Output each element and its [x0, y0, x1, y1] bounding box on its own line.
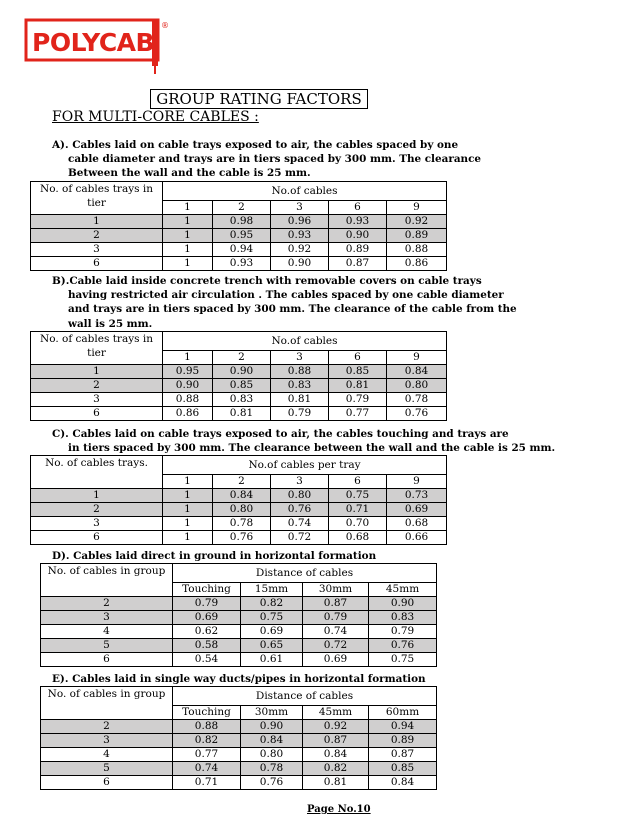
table-cell: 2 [31, 503, 163, 517]
table-cell: 0.81 [271, 393, 329, 407]
table-d-col: 45mm [369, 583, 437, 597]
table-e-col: 45mm [303, 706, 369, 720]
table-cell: 1 [31, 365, 163, 379]
section-text-line: and trays are in tiers spaced by 300 mm. The clearance of the cable from the [68, 303, 517, 316]
table-e-row-header: No. of cables in group [41, 687, 173, 720]
table-a [30, 181, 447, 271]
table-cell: 0.89 [369, 734, 437, 748]
table-cell: 1 [163, 489, 213, 503]
table-cell: 0.93 [329, 215, 387, 229]
table-e-col: 30mm [241, 706, 303, 720]
table-cell: 5 [41, 762, 173, 776]
table-cell: 1 [31, 215, 163, 229]
table-cell: 0.83 [213, 393, 271, 407]
table-cell: 0.86 [163, 407, 213, 421]
table-cell: 3 [31, 243, 163, 257]
table-cell: 0.80 [241, 748, 303, 762]
table-cell: 2 [41, 720, 173, 734]
table-cell: 0.95 [163, 365, 213, 379]
table-cell: 1 [163, 243, 213, 257]
section-text-line: D). Cables laid direct in ground in horizontal formation [52, 550, 377, 562]
table-cell: 0.54 [173, 653, 241, 667]
page-number: Page No.10 [307, 804, 371, 815]
table-cell: 2 [41, 597, 173, 611]
table-b-col: 3 [271, 351, 329, 365]
section-text-line: cable diameter and trays are in tiers spaced by 300 mm. The clearance [68, 153, 482, 166]
table-cell: 0.87 [369, 748, 437, 762]
table-cell: 0.77 [173, 748, 241, 762]
table-cell: 0.88 [271, 365, 329, 379]
table-cell: 0.58 [173, 639, 241, 653]
table-cell: 0.79 [271, 407, 329, 421]
table-cell: 3 [31, 393, 163, 407]
table-row [31, 257, 447, 271]
table-cell: 0.71 [173, 776, 241, 790]
table-row [31, 393, 447, 407]
polycab-logo [22, 14, 170, 76]
page-subtitle: FOR MULTI-CORE CABLES : [52, 109, 259, 125]
table-row [41, 720, 437, 734]
table-cell: 0.90 [369, 597, 437, 611]
section-text-line: C). Cables laid on cable trays exposed to air, the cables touching and trays are [52, 428, 509, 440]
table-e [40, 686, 437, 790]
table-cell: 0.92 [387, 215, 447, 229]
table-cell: 5 [41, 639, 173, 653]
table-cell: 0.83 [369, 611, 437, 625]
table-row [31, 379, 447, 393]
section-text-line: B).Cable laid inside concrete trench with removable covers on cable trays [52, 275, 482, 287]
table-cell: 0.87 [329, 257, 387, 271]
table-cell: 0.92 [303, 720, 369, 734]
table-cell: 0.80 [271, 489, 329, 503]
table-cell: 6 [31, 407, 163, 421]
table-cell: 3 [31, 517, 163, 531]
table-a-col: 2 [213, 201, 271, 215]
table-cell: 0.86 [387, 257, 447, 271]
table-c-col: 2 [213, 475, 271, 489]
table-a-col: 6 [329, 201, 387, 215]
table-c-col: 3 [271, 475, 329, 489]
table-b-col: 1 [163, 351, 213, 365]
table-row [31, 365, 447, 379]
section-text-line: having restricted air circulation . The cables spaced by one cable diameter [68, 289, 504, 302]
table-cell: 0.82 [173, 734, 241, 748]
table-cell: 0.76 [213, 531, 271, 545]
table-cell: 0.85 [213, 379, 271, 393]
table-cell: 1 [163, 257, 213, 271]
table-row [31, 243, 447, 257]
table-cell: 0.73 [387, 489, 447, 503]
table-cell: 0.79 [329, 393, 387, 407]
table-row [31, 229, 447, 243]
table-row [41, 653, 437, 667]
table-cell: 0.80 [213, 503, 271, 517]
table-c-row-header: No. of cables trays. [31, 456, 163, 489]
table-cell: 0.90 [241, 720, 303, 734]
table-cell: 0.93 [213, 257, 271, 271]
table-e-col-header: Distance of cables [173, 687, 437, 706]
table-b-col: 9 [387, 351, 447, 365]
section-c-text [52, 427, 555, 455]
table-c-col: 1 [163, 475, 213, 489]
logo-text: POLYCAB [32, 28, 155, 57]
table-cell: 0.92 [271, 243, 329, 257]
table-cell: 0.88 [163, 393, 213, 407]
table-cell: 0.74 [173, 762, 241, 776]
section-e-text [52, 672, 426, 686]
table-c-col: 9 [387, 475, 447, 489]
table-cell: 0.77 [329, 407, 387, 421]
table-row [41, 748, 437, 762]
table-cell: 0.90 [271, 257, 329, 271]
section-text-line: E). Cables laid in single way ducts/pipes in horizontal formation [52, 673, 426, 685]
table-c-col: 6 [329, 475, 387, 489]
table-cell: 0.79 [369, 625, 437, 639]
table-row [41, 625, 437, 639]
table-cell: 0.65 [241, 639, 303, 653]
table-cell: 0.87 [303, 597, 369, 611]
table-cell: 0.94 [213, 243, 271, 257]
table-cell: 0.74 [271, 517, 329, 531]
table-row [31, 215, 447, 229]
table-cell: 0.78 [213, 517, 271, 531]
table-cell: 0.71 [329, 503, 387, 517]
table-cell: 3 [41, 734, 173, 748]
table-cell: 0.69 [241, 625, 303, 639]
table-row [31, 407, 447, 421]
table-cell: 1 [163, 517, 213, 531]
table-cell: 0.76 [387, 407, 447, 421]
table-cell: 0.84 [241, 734, 303, 748]
section-text-line: Between the wall and the cable is 25 mm. [68, 167, 311, 180]
table-cell: 0.68 [329, 531, 387, 545]
table-cell: 0.84 [387, 365, 447, 379]
table-cell: 1 [163, 229, 213, 243]
table-cell: 2 [31, 229, 163, 243]
table-cell: 0.84 [213, 489, 271, 503]
table-cell: 0.78 [241, 762, 303, 776]
table-cell: 0.75 [241, 611, 303, 625]
table-cell: 0.79 [303, 611, 369, 625]
table-cell: 0.76 [271, 503, 329, 517]
table-b-col: 6 [329, 351, 387, 365]
table-cell: 0.79 [173, 597, 241, 611]
table-cell: 3 [41, 611, 173, 625]
table-cell: 0.83 [271, 379, 329, 393]
table-row [41, 734, 437, 748]
table-a-col: 9 [387, 201, 447, 215]
table-cell: 0.87 [303, 734, 369, 748]
table-cell: 0.94 [369, 720, 437, 734]
table-d-col: 30mm [303, 583, 369, 597]
table-cell: 0.81 [329, 379, 387, 393]
table-cell: 0.76 [241, 776, 303, 790]
table-cell: 1 [31, 489, 163, 503]
table-cell: 0.90 [213, 365, 271, 379]
table-row [41, 762, 437, 776]
table-row [41, 776, 437, 790]
table-cell: 0.85 [329, 365, 387, 379]
logo-mark: ® [161, 21, 169, 30]
table-cell: 0.88 [387, 243, 447, 257]
table-row [41, 639, 437, 653]
table-row [31, 503, 447, 517]
table-cell: 0.81 [213, 407, 271, 421]
table-cell: 0.95 [213, 229, 271, 243]
section-text-line: A). Cables laid on cable trays exposed to air, the cables spaced by one [52, 139, 459, 151]
section-text-line: wall is 25 mm. [68, 317, 153, 330]
table-e-col: 60mm [369, 706, 437, 720]
table-cell: 0.75 [329, 489, 387, 503]
table-cell: 0.69 [387, 503, 447, 517]
table-c [30, 455, 447, 545]
table-cell: 0.89 [387, 229, 447, 243]
table-row [41, 597, 437, 611]
table-b-row-header: No. of cables trays in tier [31, 332, 163, 365]
table-a-col-header: No.of cables [163, 182, 447, 201]
table-cell: 0.96 [271, 215, 329, 229]
table-cell: 0.66 [387, 531, 447, 545]
table-b-col: 2 [213, 351, 271, 365]
table-a-col: 3 [271, 201, 329, 215]
table-row [31, 517, 447, 531]
table-cell: 0.72 [271, 531, 329, 545]
table-cell: 0.76 [369, 639, 437, 653]
table-a-col: 1 [163, 201, 213, 215]
table-cell: 4 [41, 625, 173, 639]
table-cell: 0.81 [303, 776, 369, 790]
table-cell: 0.62 [173, 625, 241, 639]
section-a-text [52, 138, 481, 181]
table-cell: 1 [163, 215, 213, 229]
table-cell: 6 [31, 531, 163, 545]
table-cell: 0.84 [303, 748, 369, 762]
table-cell: 0.78 [387, 393, 447, 407]
table-cell: 1 [163, 531, 213, 545]
table-cell: 0.69 [303, 653, 369, 667]
table-cell: 0.90 [163, 379, 213, 393]
table-cell: 1 [163, 503, 213, 517]
table-cell: 0.75 [369, 653, 437, 667]
table-b-col-header: No.of cables [163, 332, 447, 351]
table-cell: 0.82 [303, 762, 369, 776]
table-d-col-header: Distance of cables [173, 564, 437, 583]
table-b [30, 331, 447, 421]
table-a-row-header: No. of cables trays in tier [31, 182, 163, 215]
table-cell: 0.84 [369, 776, 437, 790]
table-cell: 6 [41, 653, 173, 667]
table-cell: 0.74 [303, 625, 369, 639]
table-row [31, 489, 447, 503]
table-cell: 0.98 [213, 215, 271, 229]
section-text-line: in tiers spaced by 300 mm. The clearance between the wall and the cable is 25 mm. [68, 442, 556, 455]
table-d-col: 15mm [241, 583, 303, 597]
table-cell: 6 [41, 776, 173, 790]
table-c-col-header: No.of cables per tray [163, 456, 447, 475]
table-cell: 0.93 [271, 229, 329, 243]
table-d-col: Touching [173, 583, 241, 597]
table-cell: 0.82 [241, 597, 303, 611]
table-cell: 0.90 [329, 229, 387, 243]
table-row [31, 531, 447, 545]
table-cell: 0.80 [387, 379, 447, 393]
table-cell: 0.88 [173, 720, 241, 734]
table-cell: 4 [41, 748, 173, 762]
table-d [40, 563, 437, 667]
table-cell: 0.69 [173, 611, 241, 625]
table-cell: 2 [31, 379, 163, 393]
table-cell: 6 [31, 257, 163, 271]
table-cell: 0.61 [241, 653, 303, 667]
table-cell: 0.72 [303, 639, 369, 653]
table-e-col: Touching [173, 706, 241, 720]
table-cell: 0.70 [329, 517, 387, 531]
section-b-text [52, 274, 517, 331]
table-row [41, 611, 437, 625]
table-cell: 0.89 [329, 243, 387, 257]
page-title: GROUP RATING FACTORS [150, 89, 368, 109]
table-d-row-header: No. of cables in group [41, 564, 173, 597]
section-d-text [52, 549, 376, 563]
table-cell: 0.68 [387, 517, 447, 531]
table-cell: 0.85 [369, 762, 437, 776]
